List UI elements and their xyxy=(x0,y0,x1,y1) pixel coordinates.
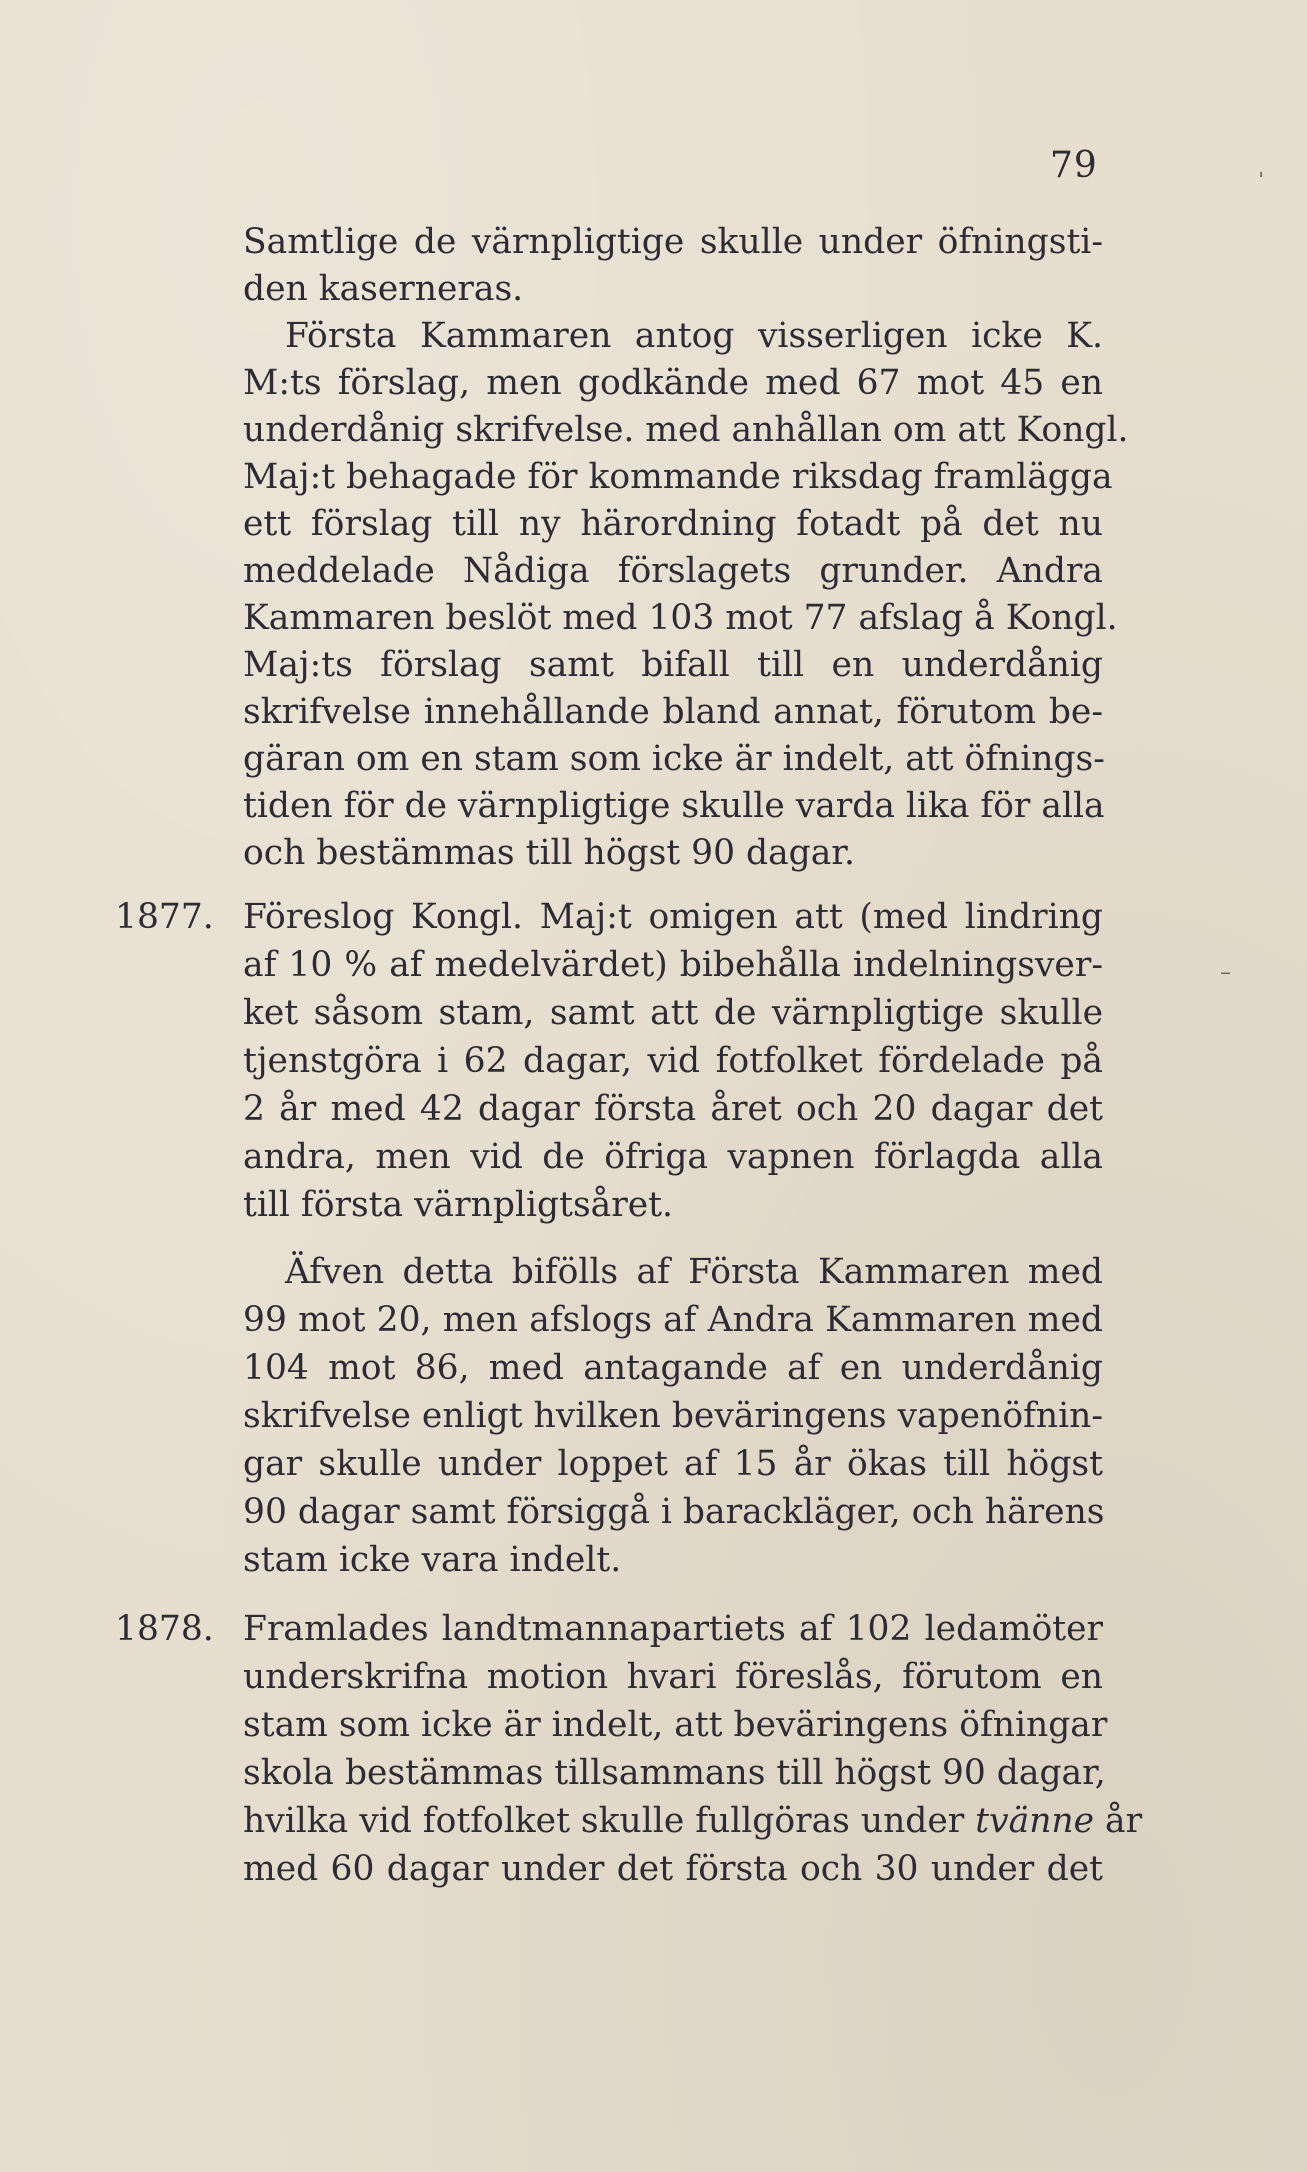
text-line-30: underskrifna motion hvari föreslås, förutom en xyxy=(243,1657,1103,1697)
text-line-3: Första Kammaren antog visserligen icke K. xyxy=(285,316,1103,356)
text-line-27: 90 dagar samt försiggå i barackläger, och härens xyxy=(243,1492,1105,1532)
text-line-14: och bestämmas till högst 90 dagar. xyxy=(243,833,855,873)
text-line-10: Maj:ts förslag samt bifall till en underdånig xyxy=(243,645,1103,685)
text-line-29: Framlades landtmannapartiets af 102 ledamöter xyxy=(243,1609,1103,1649)
text-line-24: 104 mot 86, med antagande af en underdånig xyxy=(243,1348,1103,1388)
text-line-7: ett förslag till ny härordning fotadt på det nu xyxy=(243,504,1103,544)
paper-speck: ˈ xyxy=(1258,170,1265,195)
text-line-33-end: år xyxy=(1105,1801,1143,1841)
text-line-5: underdånig skrifvelse. med anhållan om att Kongl. xyxy=(243,410,1129,450)
text-line-13: tiden för de värnpligtige skulle varda lika för alla xyxy=(243,786,1105,826)
text-line-23: 99 mot 20, men afslogs af Andra Kammaren med xyxy=(243,1300,1103,1340)
italic-word: tvänne xyxy=(975,1801,1095,1841)
margin-dash: – xyxy=(1220,960,1231,985)
text-line-33-main: hvilka vid fotfolket skulle fullgöras under xyxy=(243,1801,965,1841)
text-line-26: gar skulle under loppet af 15 år ökas till högst xyxy=(243,1444,1103,1484)
text-line-32: skola bestämmas tillsammans till högst 90 dagar, xyxy=(243,1753,1106,1793)
text-line-1: Samtlige de värnpligtige skulle under öfningsti- xyxy=(243,222,1103,262)
text-line-15: Föreslog Kongl. Maj:t omigen att (med lindring xyxy=(243,897,1103,937)
text-line-19: 2 år med 42 dagar första året och 20 dagar det xyxy=(243,1089,1103,1129)
text-line-34: med 60 dagar under det första och 30 under det xyxy=(243,1849,1103,1889)
text-line-31: stam som icke är indelt, att beväringens öfningar xyxy=(243,1705,1108,1745)
text-line-11: skrifvelse innehållande bland annat, förutom be- xyxy=(243,692,1103,732)
text-line-25: skrifvelse enligt hvilken beväringens vapenöfnin- xyxy=(243,1396,1103,1436)
text-line-2: den kaserneras. xyxy=(243,269,524,309)
page-number: 79 xyxy=(1050,145,1098,186)
year-label-1877: 1877. xyxy=(115,897,214,937)
text-line-28: stam icke vara indelt. xyxy=(243,1540,622,1580)
text-line-16: af 10 % af medelvärdet) bibehålla indelningsver- xyxy=(243,945,1103,985)
text-line-33 xyxy=(243,1801,1143,1841)
text-line-17: ket såsom stam, samt att de värnpligtige skulle xyxy=(243,993,1103,1033)
text-line-8: meddelade Nådiga förslagets grunder. Andra xyxy=(243,551,1103,591)
text-line-4: M:ts förslag, men godkände med 67 mot 45 en xyxy=(243,363,1103,403)
year-label-1878: 1878. xyxy=(115,1609,214,1649)
text-line-21: till första värnpligtsåret. xyxy=(243,1185,673,1225)
text-line-12: gäran om en stam som icke är indelt, att öfnings- xyxy=(243,739,1105,779)
text-line-9: Kammaren beslöt med 103 mot 77 afslag å Kongl. xyxy=(243,598,1118,638)
text-line-20: andra, men vid de öfriga vapnen förlagda alla xyxy=(243,1137,1103,1177)
text-line-18: tjenstgöra i 62 dagar, vid fotfolket fördelade på xyxy=(243,1041,1103,1081)
text-line-6: Maj:t behagade för kommande riksdag framlägga xyxy=(243,457,1113,497)
text-line-22: Äfven detta bifölls af Första Kammaren med xyxy=(285,1252,1103,1292)
